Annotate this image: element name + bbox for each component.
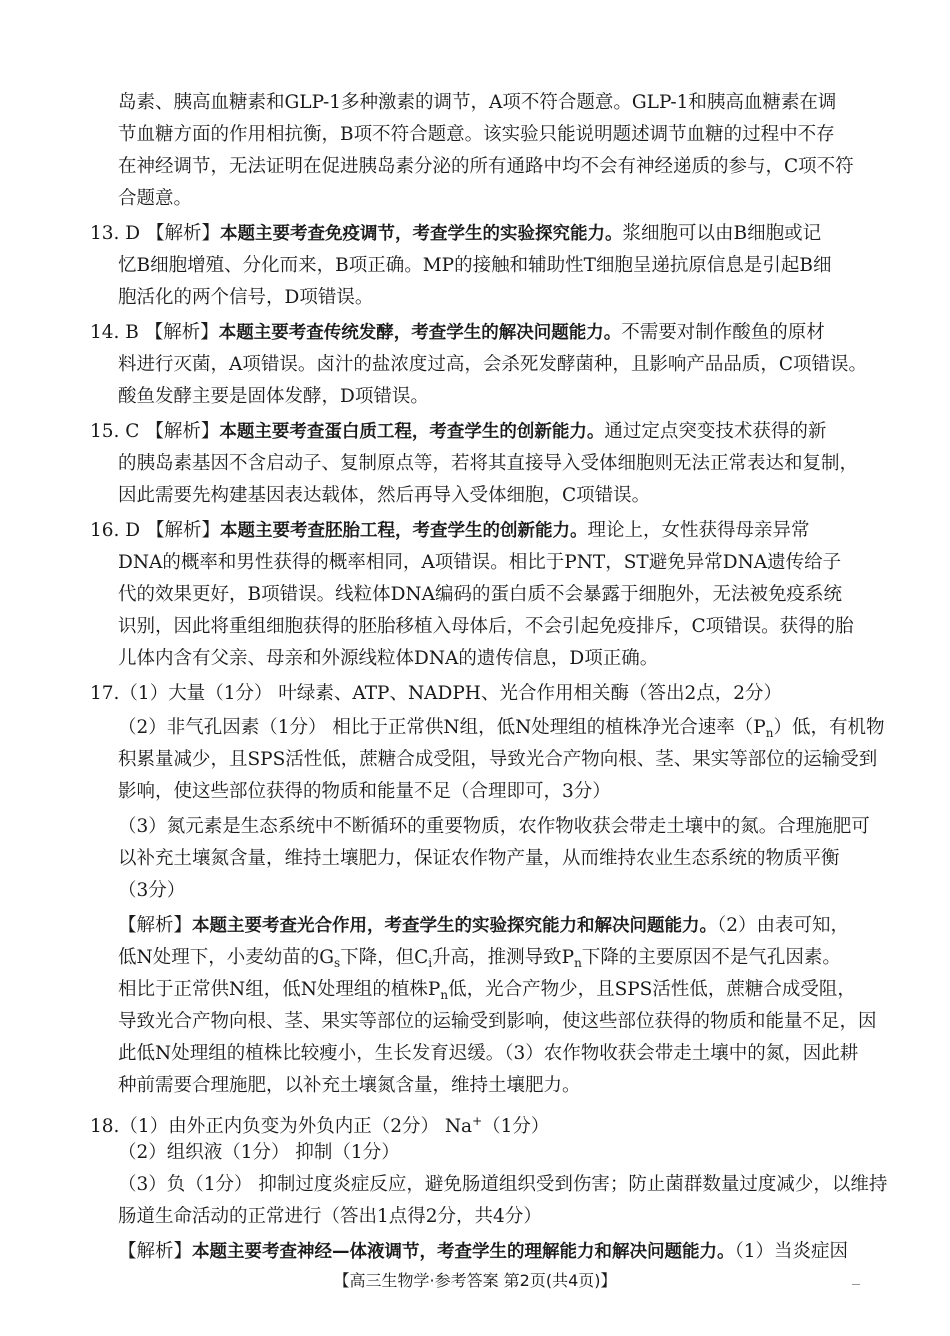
q17-text: 低N处理下，小麦幼苗的G bbox=[118, 947, 334, 968]
q17-analysis-rest: （2）由表可知， bbox=[717, 915, 850, 936]
q14-line bbox=[90, 321, 825, 347]
q17-text: 下降，但C bbox=[340, 947, 429, 968]
q17-line: 以补充土壤氮含量，维持土壤肥力，保证农作物产量，从而维持农业生态系统的物质平衡 bbox=[118, 848, 840, 869]
q17-text: 下降的主要原因不是气孔因素。 bbox=[581, 947, 841, 968]
q13-line: 胞活化的两个信号，D项错误。 bbox=[118, 287, 374, 308]
q15-line: 因此需要先构建基因表达载体，然后再导入受体细胞，C项错误。 bbox=[118, 485, 651, 506]
q17-analysis-line bbox=[118, 946, 841, 972]
q17-subscript: s bbox=[333, 956, 341, 970]
q16-focus: 本题主要考查胚胎工程，考查学生的创新能力。 bbox=[220, 521, 588, 541]
q18-line: （2）组织液（1分） 抑制（1分） bbox=[118, 1142, 400, 1163]
q13-line: 忆B细胞增殖、分化而来，B项正确。MP的接触和辅助性T细胞呈递抗原信息是引起B细 bbox=[118, 255, 832, 276]
q17-line: 17.（1）大量（1分） 叶绿素、ATP、NADPH、光合作用相关酶（答出2点，2分） bbox=[90, 683, 782, 704]
q18-analysis-rest: （1）当炎症因 bbox=[734, 1241, 849, 1262]
q17-analysis-line bbox=[118, 914, 849, 940]
q17-text: 相比于正常供N组，低N处理组的植株P bbox=[118, 979, 441, 1000]
q17-analysis-line: 种前需要合理施肥，以补充土壤氮含量，维持土壤肥力。 bbox=[118, 1075, 581, 1096]
q17-subscript: n bbox=[574, 956, 582, 970]
q18-analysis-focus: 本题主要考查神经—体液调节，考查学生的理解能力和解决问题能力。 bbox=[192, 1242, 735, 1262]
q18-line: 肠道生命活动的正常进行（答出1点得2分，共4分） bbox=[118, 1206, 542, 1227]
q14-focus: 本题主要考查传统发酵，考查学生的解决问题能力。 bbox=[218, 323, 622, 343]
q12-line: 合题意。 bbox=[118, 188, 193, 209]
q12-line: 在神经调节，无法证明在促进胰岛素分泌的所有通路中均不会有神经递质的参与，C项不符 bbox=[118, 156, 854, 177]
q16-rest: 理论上，女性获得母亲异常 bbox=[587, 520, 810, 541]
q17-analysis-line: 此低N处理组的植株比较瘦小，生长发育迟缓。（3）农作物收获会带走土壤中的氮，因此耕 bbox=[118, 1043, 859, 1064]
q13-line bbox=[90, 222, 821, 248]
q13-lead: 13. D 【解析】 bbox=[90, 223, 221, 244]
q18-analysis-lead: 【解析】 bbox=[118, 1241, 193, 1262]
q16-line: 代的效果更好，B项错误。线粒体DNA编码的蛋白质不会暴露于细胞外，无法被免疫系统 bbox=[118, 584, 842, 605]
q17-line: 积累量减少，且SPS活性低，蔗糖合成受阻，导致光合产物向根、茎、果实等部位的运输受到 bbox=[118, 749, 878, 770]
q12-line: 岛素、胰高血糖素和GLP-1多种激素的调节，A项不符合题意。GLP-1和胰高血糖素在调 bbox=[118, 92, 837, 113]
q15-focus: 本题主要考查蛋白质工程，考查学生的创新能力。 bbox=[219, 422, 605, 442]
q17-analysis-line bbox=[118, 978, 856, 1004]
q18-text: 18.（1）由外正内负变为外负内正（2分） Na bbox=[90, 1116, 473, 1138]
q18-line: （3）负（1分） 抑制过度炎症反应，避免肠道组织受到伤害；防止菌群数量过度减少，以维持 bbox=[118, 1174, 888, 1195]
q15-line: 的胰岛素基因不含启动子、复制原点等，若将其直接导入受体细胞则无法正常表达和复制， bbox=[118, 453, 859, 474]
q14-rest: 不需要对制作酸鱼的原材 bbox=[621, 322, 825, 343]
q17-subscript: n bbox=[440, 988, 449, 1002]
q16-line: DNA的概率和男性获得的概率相同，A项错误。相比于PNT，ST避免异常DNA遗传给子 bbox=[118, 552, 842, 573]
q17-text: （2）非气孔因素（1分） 相比于正常供N组，低N处理组的植株净光合速率（P bbox=[118, 717, 766, 738]
q16-lead: 16. D 【解析】 bbox=[90, 520, 221, 541]
q12-line: 节血糖方面的作用相抗衡，B项不符合题意。该实验只能说明题述调节血糖的过程中不存 bbox=[118, 124, 835, 145]
q15-lead: 15. C 【解析】 bbox=[90, 421, 220, 442]
q17-subscript: n bbox=[765, 726, 774, 740]
page-footer: 【高三生物学·参考答案 第2页(共4页)】 bbox=[333, 1271, 617, 1290]
q17-text: 升高，推测导致P bbox=[432, 947, 575, 968]
q18-superscript: + bbox=[472, 1114, 483, 1128]
q17-line: （3）氮元素是生态系统中不断循环的重要物质，农作物收获会带走土壤中的氮。合理施肥可 bbox=[118, 816, 870, 837]
q13-rest: 浆细胞可以由B细胞或记 bbox=[622, 223, 822, 244]
q17-line: （3分） bbox=[118, 880, 186, 901]
page-mark bbox=[852, 1284, 860, 1285]
q16-line bbox=[90, 519, 810, 545]
q18-line bbox=[90, 1109, 550, 1138]
q16-line: 儿体内含有父亲、母亲和外源线粒体DNA的遗传信息，D项正确。 bbox=[118, 648, 659, 669]
q17-line bbox=[118, 716, 885, 742]
q17-subscript: i bbox=[428, 956, 433, 970]
q17-line: 影响，使这些部位获得的物质和能量不足（合理即可，3分） bbox=[118, 781, 611, 802]
q17-text: ）低，有机物 bbox=[773, 717, 885, 738]
q13-focus: 本题主要考查免疫调节，考查学生的实验探究能力。 bbox=[220, 224, 623, 244]
q18-text: （1分） bbox=[482, 1116, 550, 1138]
q15-line bbox=[90, 420, 826, 446]
q14-lead: 14. B 【解析】 bbox=[90, 322, 219, 343]
q14-line: 料进行灭菌，A项错误。卤汁的盐浓度过高，会杀死发酵菌种，且影响产品品质，C项错误。 bbox=[118, 354, 868, 375]
q17-analysis-lead: 【解析】 bbox=[118, 915, 193, 936]
q17-analysis-line: 导致光合产物向根、茎、果实等部位的运输受到影响，使这些部位获得的物质和能量不足，因 bbox=[118, 1011, 877, 1032]
q14-line: 酸鱼发酵主要是固体发酵，D项错误。 bbox=[118, 386, 429, 407]
q15-rest: 通过定点突变技术获得的新 bbox=[604, 421, 827, 442]
q18-analysis-line bbox=[118, 1240, 848, 1266]
q17-text: 低，光合产物少，且SPS活性低，蔗糖合成受阻， bbox=[448, 979, 856, 1000]
q17-analysis-focus: 本题主要考查光合作用，考查学生的实验探究能力和解决问题能力。 bbox=[192, 916, 718, 936]
q16-line: 识别，因此将重组细胞获得的胚胎移植入母体后，不会引起免疫排斥，C项错误。获得的胎 bbox=[118, 616, 854, 637]
